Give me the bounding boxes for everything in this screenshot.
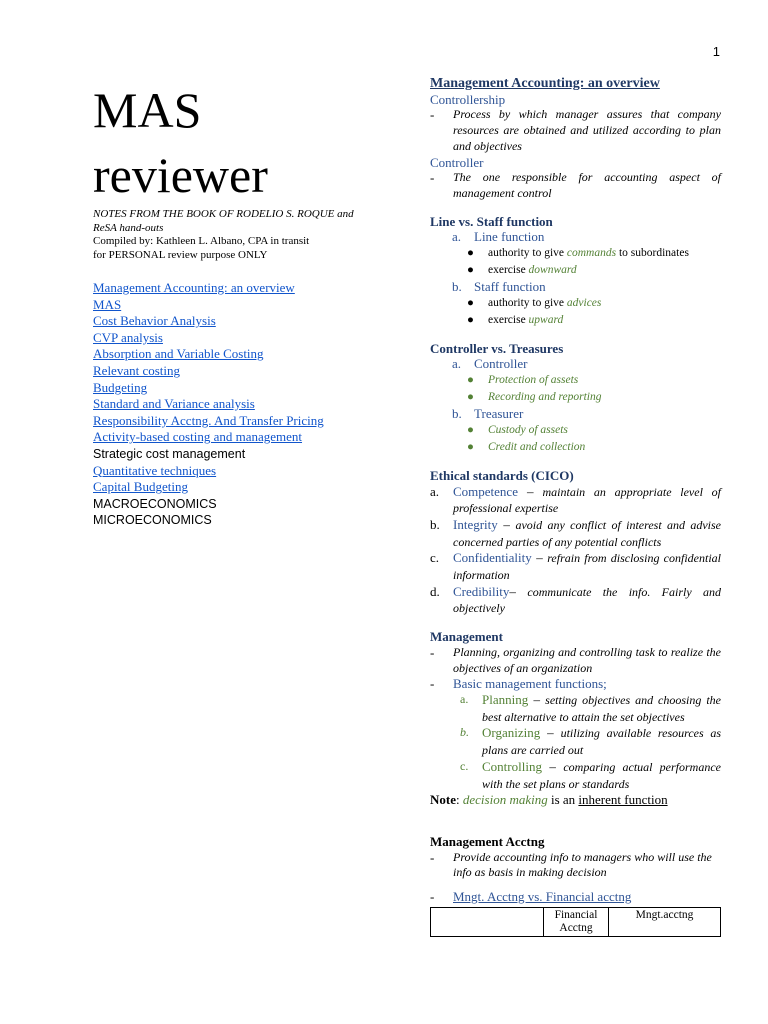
bullet-item [430, 439, 721, 456]
line-function-item [430, 229, 721, 245]
management-function-item [430, 692, 721, 725]
ethics-term: Integrity [453, 516, 498, 532]
spacer [430, 202, 721, 214]
ethics-item [430, 584, 721, 617]
notes-line-2: ReSA hand-outs [93, 221, 164, 234]
toc-item: Strategic cost management [93, 446, 246, 461]
bullet-marker: ● [467, 313, 474, 326]
ethics-item [430, 550, 721, 583]
list-marker: a. [452, 356, 462, 372]
management-heading: Management [430, 629, 503, 645]
dash-marker: - [430, 849, 435, 865]
green-term: commands [566, 247, 617, 260]
mgmt-acctng-heading: Management Acctng [430, 833, 545, 849]
list-marker: b. [452, 279, 462, 295]
function-desc: utilizing available resources as plans are carried out [482, 726, 721, 758]
function-desc: setting objectives and choosing the best alternative to attain the set objectives [482, 692, 722, 724]
function-term: Organizing [482, 725, 541, 741]
notes-block [93, 208, 393, 262]
management-desc: Planning, organizing and controlling task to realize the objectives of an organization [453, 644, 721, 675]
function-term: Controlling [482, 758, 542, 774]
bullet-text: authority to give advices [488, 296, 602, 309]
controller-desc: The one responsible for accounting aspect of management control [453, 170, 721, 200]
ethics-text: Integrity – avoid any conflict of interest and advise concerned parties of any potential conflicts [453, 516, 722, 549]
ethics-text: Competence – maintain an appropriate level of professional expertise [453, 483, 722, 516]
mgmt-vs-financial: Mngt. Acctng vs. Financial acctng [453, 889, 632, 905]
bullet-item [430, 372, 721, 389]
spacer [430, 329, 721, 341]
toc-link[interactable]: Absorption and Variable Costing [93, 346, 264, 362]
bullet-marker: ● [467, 247, 474, 260]
dash-marker: - [430, 889, 435, 905]
function-text: Controlling – comparing actual performance with the set plans or standards [482, 758, 722, 791]
ethics-text: Confidentiality – refrain from disclosing confidential information [453, 550, 721, 583]
toc-item: MICROECONOMICS [93, 513, 212, 528]
management-function-item [430, 759, 721, 792]
bullet-marker: ● [467, 423, 474, 436]
toc-link[interactable]: Capital Budgeting [93, 479, 188, 495]
staff-function-label: Staff function [474, 279, 546, 295]
treasurer-label: Treasurer [474, 406, 524, 422]
toc-link[interactable]: Management Accounting: an overview [93, 280, 295, 295]
bullet-marker: ● [467, 391, 474, 404]
bullet-text: Recording and reporting [488, 391, 602, 404]
bullet-item [430, 295, 721, 312]
bullet-marker: ● [467, 296, 474, 309]
ethics-desc: avoid any conflict of interest and advise concerned parties of any potential conflicts [453, 517, 722, 549]
toc-item: MACROECONOMICS [93, 496, 217, 511]
note-label: Note [430, 792, 456, 808]
note-line: Note: decision making is an inherent function [430, 792, 668, 808]
toc-link[interactable]: Cost Behavior Analysis [93, 313, 216, 329]
overview-heading: Management Accounting: an overview [430, 76, 660, 91]
management-desc-item [430, 645, 721, 676]
toc-link[interactable]: MAS [93, 296, 122, 312]
ethics-term: Confidentiality [453, 550, 532, 566]
table-cell: Mngt.acctng [609, 907, 721, 936]
bullet-item [430, 312, 721, 329]
toc-link[interactable]: Relevant costing [93, 362, 181, 378]
controllership-item [430, 107, 721, 154]
function-desc: comparing actual performance with the set plans or standards [482, 759, 722, 791]
bullet-text: exercise upward [488, 313, 564, 326]
ethics-heading: Ethical standards (CICO) [430, 467, 574, 483]
ethics-term: Competence [453, 483, 518, 499]
toc-link[interactable]: Quantitative techniques [93, 462, 217, 478]
dash-marker: - [430, 676, 435, 692]
basic-functions-label: Basic management functions; [453, 676, 607, 692]
list-marker: a. [430, 483, 440, 499]
title-line-1: MAS [93, 82, 202, 138]
basic-functions-item [430, 676, 721, 692]
green-term: advices [566, 296, 602, 309]
list-marker: a. [452, 229, 462, 245]
notes-line-4: for PERSONAL review purpose ONLY [93, 248, 268, 261]
note-underline: inherent function [578, 792, 668, 808]
table-cell: Financial Acctng [544, 907, 609, 936]
toc-link[interactable]: CVP analysis [93, 329, 163, 345]
treasurer-item [430, 406, 721, 422]
list-marker: b. [430, 516, 440, 532]
bullet-marker: ● [467, 374, 474, 387]
toc-link[interactable]: Responsibility Acctng. And Transfer Pricing [93, 412, 324, 428]
spacer [430, 617, 721, 629]
spacer [430, 881, 721, 889]
controller-label: Controller [474, 356, 528, 372]
bullet-item [430, 262, 721, 279]
ethics-term: Credibility [453, 583, 510, 599]
list-marker: c. [460, 758, 469, 773]
spacer [430, 808, 721, 834]
mgmt-acctng-desc: Provide accounting info to managers who will use the info as basis in making decision [453, 849, 712, 880]
spacer [430, 456, 721, 468]
dash-marker: - [430, 170, 435, 186]
ethics-desc: communicate the info. Fairly and objectively [453, 584, 721, 616]
green-term: upward [528, 313, 564, 326]
list-marker: b. [452, 406, 462, 422]
right-column [430, 76, 721, 937]
controller-item [430, 356, 721, 372]
dash-marker: - [430, 107, 435, 123]
bullet-marker: ● [467, 264, 474, 277]
list-marker: d. [430, 583, 440, 599]
controller-term: Controller [430, 154, 484, 170]
controllership-desc: Process by which manager assures that company resources are obtained and utilized according to plan and objectives [453, 107, 721, 153]
bullet-text: exercise downward [488, 264, 577, 277]
note-green: decision making [462, 792, 548, 808]
bullet-marker: ● [467, 440, 474, 453]
ethics-desc: maintain an appropriate level of professional expertise [453, 484, 722, 516]
table-of-contents [93, 280, 393, 529]
table-row [431, 907, 721, 936]
page-number: 1 [712, 44, 720, 59]
mgmt-acctng-desc-item [430, 850, 721, 881]
ethics-item [430, 484, 721, 517]
management-functions-list [430, 692, 721, 792]
list-marker: b. [460, 725, 469, 740]
dash-marker: - [430, 644, 435, 660]
bullet-item [430, 422, 721, 439]
bullet-text: Custody of assets [488, 423, 568, 436]
table-cell [431, 907, 544, 936]
bullet-text: Protection of assets [488, 374, 579, 387]
line-staff-heading: Line vs. Staff function [430, 213, 553, 229]
staff-function-item [430, 279, 721, 295]
controller-item [430, 170, 721, 201]
notes-line-1: NOTES FROM THE BOOK OF RODELIO S. ROQUE and [93, 208, 354, 220]
toc-link[interactable]: Activity-based costing and management [93, 429, 303, 445]
list-marker: a. [460, 691, 469, 706]
line-function-label: Line function [474, 229, 545, 245]
toc-link[interactable]: Budgeting [93, 379, 148, 395]
controllership-term: Controllership [430, 91, 506, 107]
ethics-desc: refrain from disclosing confidential information [453, 551, 721, 583]
function-text: Organizing – utilizing available resources as plans are carried out [482, 725, 721, 758]
bullet-text: authority to give commands to subordinates [488, 247, 689, 260]
mgmt-vs-financial-item [430, 889, 721, 905]
function-text: Planning – setting objectives and choosing the best alternative to attain the set objectives [482, 691, 722, 724]
bullet-text: Credit and collection [488, 440, 586, 453]
controller-treasurer-heading: Controller vs. Treasures [430, 340, 564, 356]
ethics-item [430, 517, 721, 550]
comparison-table [430, 907, 721, 937]
toc-link[interactable]: Standard and Variance analysis [93, 396, 255, 412]
management-function-item [430, 725, 721, 758]
title-line-2: reviewer [93, 147, 268, 203]
green-term: downward [528, 264, 577, 277]
bullet-item [430, 245, 721, 262]
document-title [93, 78, 393, 208]
list-marker: c. [430, 550, 440, 566]
function-term: Planning [482, 691, 529, 707]
bullet-item [430, 389, 721, 406]
notes-line-3: Compiled by: Kathleen L. Albano, CPA in transit [93, 235, 310, 247]
ethics-text: Credibility– communicate the info. Fairly and objectively [453, 583, 721, 616]
ethics-list [430, 484, 721, 618]
